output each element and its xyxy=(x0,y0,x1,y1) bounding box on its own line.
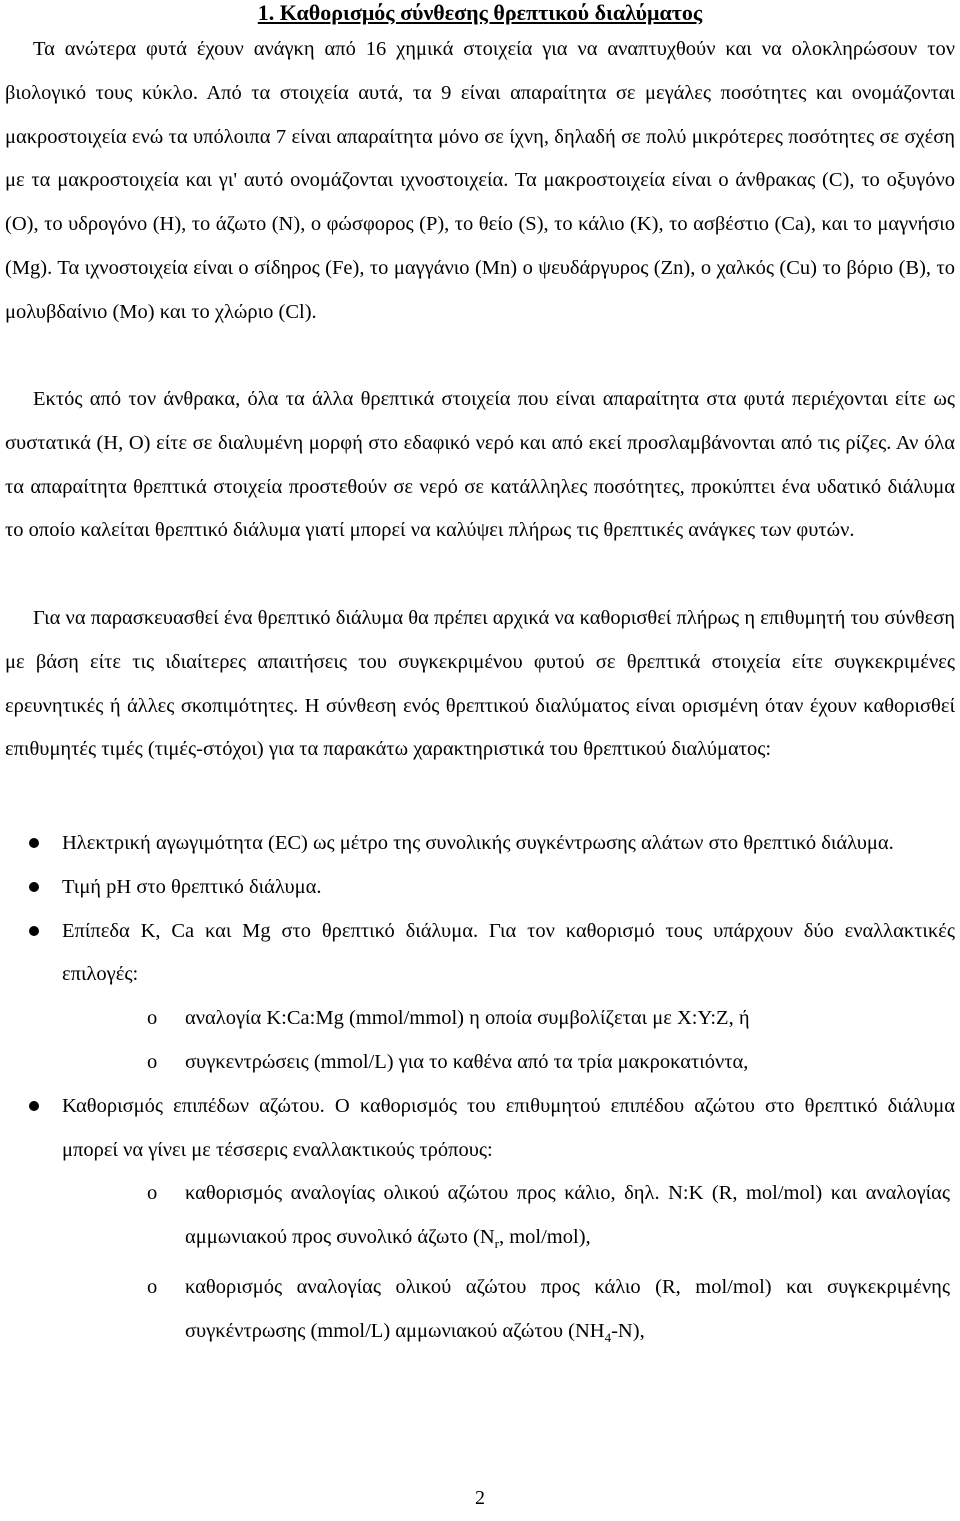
paragraph-composition: Για να παρασκευασθεί ένα θρεπτικό διάλυμα θα πρέπει αρχικά να καθορισθεί πλήρως η επιθυμητή του σύνθεση με βάση είτε τις ιδιαίτερες απαιτήσεις του συγκεκριμένου φυτού σε θρεπτικά στοιχεία είτε συγκεκριμένες ερευνητικές ή άλλες σκοπιμότητες. Η σύνθεση ενός θρεπτικού διαλύματος είναι ορισμένη όταν έχουν καθορισθεί επιθυμητές τιμές (τιμές-στόχοι) για τα παρακάτω χαρακτηριστικά του θρεπτικού διαλύματος: xyxy=(5,607,955,761)
bullet-icon xyxy=(29,882,39,892)
section-heading: 1. Καθορισμός σύνθεσης θρεπτικού διαλύματος xyxy=(257,0,703,25)
bullet-icon xyxy=(29,838,39,848)
bullet-icon xyxy=(29,1101,39,1111)
sub-list xyxy=(62,997,955,1085)
paragraph-nutrient-solution: Εκτός από τον άνθρακα, όλα τα άλλα θρεπτικά στοιχεία που είναι απαραίτητα στα φυτά περιέχονται είτε ως συστατικά (H, O) είτε σε διαλυμένη μορφή στο εδαφικό νερό και από εκεί προσλαμβάνονται από τις ρίζες. Αν όλα τα απαραίτητα θρεπτικά στοιχεία προστεθούν σε νερό σε κατάλληλες ποσότητες, προκύπτει ένα υδατικό διάλυμα το οποίο καλείται θρεπτικό διάλυμα γιατί μπορεί να καλύψει πλήρως τις θρεπτικές ανάγκες των φυτών. xyxy=(5,388,955,542)
paragraph-elements: Τα ανώτερα φυτά έχουν ανάγκη από 16 χημικά στοιχεία για να αναπτυχθούν και να ολοκληρώσουν τον βιολογικό τους κύκλο. Από τα στοιχεία αυτά, τα 9 είναι απαραίτητα σε μεγάλες ποσότητες και ονομάζονται μακροστοιχεία ενώ τα υπόλοιπα 7 είναι απαραίτητα μόνο σε ίχνη, δηλαδή σε πολύ μικρότερες ποσότητες σε σχέση με τα μακροστοιχεία και γι' αυτό ονομάζονται ιχνοστοιχεία. Τα μακροστοιχεία είναι ο άνθρακας (C), το οξυγόνο (O), το υδρογόνο (H), το άζωτο (N), ο φώσφορος (P), το θείο (S), το κάλιο (K), το ασβέστιο (Ca), και το μαγνήσιο (Mg). Τα ιχνοστοιχεία είναι ο σίδηρος (Fe), το μαγγάνιο (Mn) ο ψευδάργυρος (Zn), ο χαλκός (Cu) το βόριο (B), το μολυβδαίνιο (Mo) και το χλώριο (Cl). xyxy=(5,38,955,323)
circle-bullet-icon: o xyxy=(147,1182,158,1205)
circle-bullet-icon: o xyxy=(147,1050,158,1073)
list-item: Ηλεκτρική αγωγιμότητα (EC) ως μέτρο της συνολικής συγκέντρωσης αλάτων στο θρεπτικό διάλυμα. xyxy=(0,822,960,866)
page-number: 2 xyxy=(475,1487,485,1509)
sub-list-item: o καθορισμός αναλογίας ολικού αζώτου προς κάλιο, δηλ. N:K (R, mol/mol) και αναλογίας αμμωνιακού προς συνολικό άζωτο ($N_r$, mol/mol), xyxy=(0,1172,955,1266)
list-item: Τιμή pH στο θρεπτικό διάλυμα. xyxy=(0,866,960,910)
sub-list-item: o συγκεντρώσεις (mmol/L) για το καθένα από τα τρία μακροκατιόντα, xyxy=(0,1041,955,1085)
sub-list-item: o αναλογία K:Ca:Mg (mmol/mmol) η οποία συμβολίζεται με X:Y:Z, ή xyxy=(0,997,955,1041)
sub-list-item: o καθορισμός αναλογίας ολικού αζώτου προς κάλιο (R, mol/mol) και συγκεκριμένης συγκέντρωσης (mmol/L) αμμωνιακού αζώτου $(NH_4-N)$, xyxy=(0,1266,955,1360)
characteristics-list xyxy=(0,822,960,1360)
list-item: Επίπεδα K, Ca και Mg στο θρεπτικό διάλυμα. Για τον καθορισμό τους υπάρχουν δύο εναλλακτικές επιλογές: o αναλογία K:Ca:Mg (mmol/mmol) η οποία συμβολίζεται με X:Y:Z, ή o συγκεντρώσεις (mmol/L) για το καθένα από τα τρία μακροκατιόντα, xyxy=(0,910,960,1085)
circle-bullet-icon: o xyxy=(147,1276,158,1299)
list-item: Καθορισμός επιπέδων αζώτου. Ο καθορισμός του επιθυμητού επιπέδου αζώτου στο θρεπτικό διάλυμα μπορεί να γίνει με τέσσερις εναλλακτικούς τρόπους: o καθορισμός αναλογίας ολικού αζώτου προς κάλιο, δηλ. N:K (R, mol/mol) και αναλογίας αμμωνιακού προς συνολικό άζωτο ($N_r$, mol/mol), o καθορισμός αναλογίας ολικού αζώτου προς κάλιο (R, mol/mol) και συγκεκριμένης συγκέντρωσης (mmol/L) αμμωνιακού αζώτου $(NH_4-N)$, xyxy=(0,1085,960,1360)
circle-bullet-icon: o xyxy=(147,1007,158,1030)
sub-list xyxy=(62,1172,955,1359)
bullet-icon xyxy=(29,926,39,936)
